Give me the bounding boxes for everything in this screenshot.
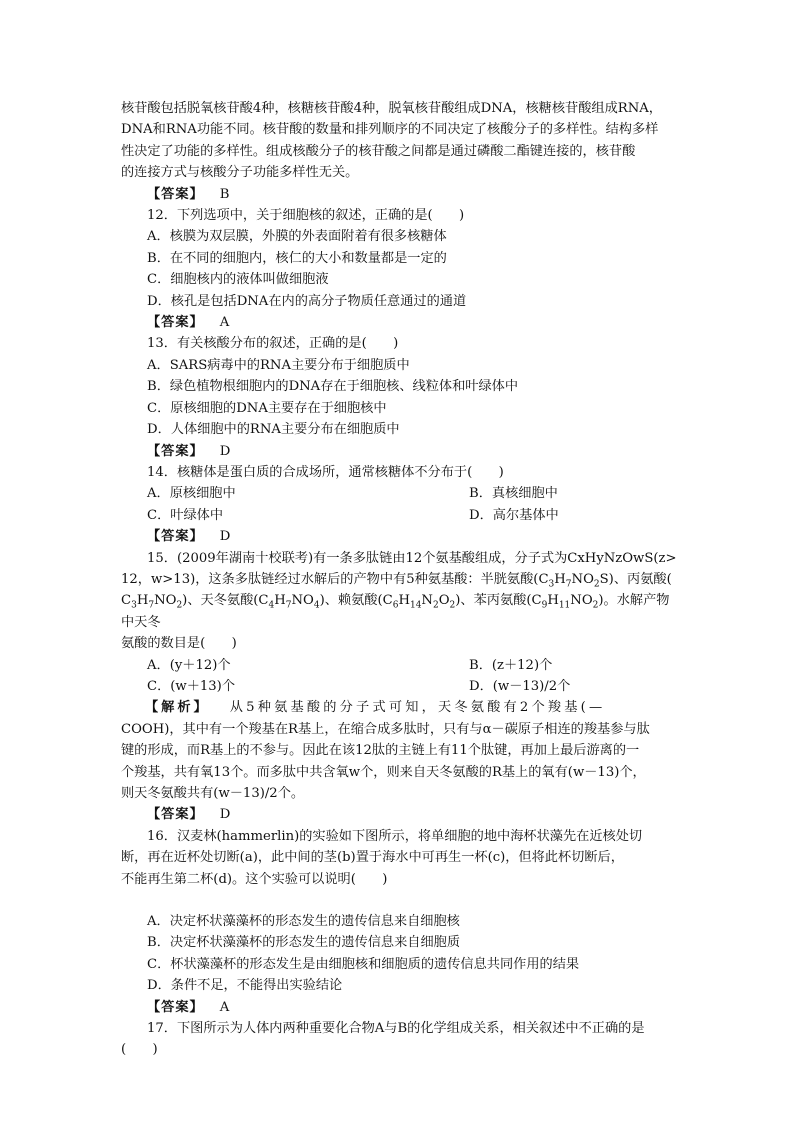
q17-stem-line2: ( ) — [121, 1042, 158, 1058]
q16-stem-line: 断，再在近杯处切断(a)，此中间的茎(b)置于海水中可再生一杯(c)，但将此杯切断后， — [121, 850, 624, 866]
q13-option-a: A．SARS病毒中的RNA主要分布于细胞质中 — [147, 357, 410, 373]
q15-stem-line2: 12，w>13)，这条多肽链经过水解后的产物中有5种氨基酸：半胱氨酸$(C_3H_7NO_2S)$、丙氨酸( — [121, 571, 672, 590]
q16-option-b: B．决定杯状藻藻杯的形态发生的遗传信息来自细胞质 — [147, 935, 461, 951]
formula-asp: $C_4H_7NO_4$ — [258, 593, 320, 611]
q12-option-c: C．细胞核内的液体叫做细胞液 — [147, 272, 329, 288]
q15-explain-line: COOH)，其中有一个羧基在R基上，在缩合成多肽时，只有与α－碳原子相连的羧基参与肽 — [121, 721, 650, 737]
answer-value: D — [219, 529, 231, 545]
q15-option-a: A．(y＋12)个 — [147, 657, 231, 673]
answer-value: D — [219, 807, 231, 823]
answer-tag: 【答案】 — [147, 807, 204, 823]
q14-options-row — [121, 505, 677, 526]
formula-lys: $C_6H_{14}N_2O_2$ — [382, 593, 456, 611]
answer-value: B — [219, 186, 230, 202]
q15-option-c: C．(w＋13)个 — [147, 678, 236, 694]
formula-ala: $C_3H_7NO_2$ — [121, 593, 183, 611]
answer-value: A — [219, 999, 230, 1015]
answer-tag: 【答案】 — [147, 315, 204, 331]
answer-tag: 【答案】 — [147, 186, 204, 202]
figure-gap — [121, 890, 677, 911]
intro-line: 的连接方式与核酸分子功能多样性无关。 — [121, 165, 359, 181]
q14-option-b: B．真核细胞中 — [469, 486, 558, 502]
answer-tag: 【答案】 — [147, 529, 204, 545]
q15-explain-line1 — [121, 697, 677, 718]
answer-tag: 【答案】 — [147, 443, 204, 459]
answer-q13 — [121, 441, 677, 462]
q15-stem-line4: 氨酸的数目是( ) — [121, 636, 237, 652]
intro-line: DNA和RNA功能不同。核苷酸的数量和排列顺序的不同决定了核酸分子的多样性。结构多样 — [121, 122, 659, 138]
intro-line: 性决定了功能的多样性。组成核酸分子的核苷酸之间都是通过磷酸二酯键连接的，核苷酸 — [121, 143, 636, 159]
q15-stem: 15．(2009年湖南十校联考)有一条多肽链由12个氨基酸组成，分子式为CxHyNzOwS(z> — [147, 550, 677, 566]
q12-option-a: A．核膜为双层膜，外膜的外表面附着有很多核糖体 — [147, 229, 447, 245]
document-page — [121, 98, 677, 1061]
q14-option-a: A．原核细胞中 — [147, 486, 236, 502]
q16-option-c: C．杯状藻藻杯的形态发生是由细胞核和细胞质的遗传信息共同作用的结果 — [147, 956, 580, 972]
q16-stem: 16．汉麦林(hammerlin)的实验如下图所示，将单细胞的地中海杯状藻先在近核处切 — [147, 828, 643, 844]
q15-options-row — [121, 676, 677, 697]
intro-line: 核苷酸包括脱氧核苷酸4种，核糖核苷酸4种，脱氧核苷酸组成DNA，核糖核苷酸组成RNA， — [121, 101, 662, 116]
q13-option-d: D．人体细胞中的RNA主要分布在细胞质中 — [147, 422, 400, 438]
q15-explain-line: 个羧基，共有氧13个。而多肽中共含氧w个，则来自天冬氨酸的R基上的氧有(w－13)个， — [121, 764, 646, 780]
answer-q14 — [121, 526, 677, 547]
q16-stem-line: 不能再生第二杯(d)。这个实验可以说明( ) — [121, 871, 388, 887]
answer-q15 — [121, 804, 677, 825]
q14-option-c: C．叶绿体中 — [147, 507, 224, 523]
q12-option-b: B．在不同的细胞内，核仁的大小和数量都是一定的 — [147, 250, 447, 266]
q14-options-row — [121, 483, 677, 504]
explain-text: 从5种氨基酸的分子式可知，天冬氨酸有2个羧基(— — [229, 700, 606, 716]
answer-q11 — [121, 184, 677, 205]
q15-stem-line3: $C_3H_7NO_2$)、天冬氨酸$(C_4H_7NO_4)$、赖氨酸$(C_6H_{14}N_2O_2)$、苯丙氨酸$(C_9H_{11}NO_2)$。水解产物中天冬 — [121, 593, 670, 630]
q16-option-d: D．条件不足，不能得出实验结论 — [147, 978, 343, 994]
q15-option-b: B．(z＋12)个 — [469, 657, 553, 673]
formula-cys: $C_3H_7NO_2S$ — [538, 571, 609, 590]
q12-option-d: D．核孔是包括DNA在内的高分子物质任意通过的通道 — [147, 293, 467, 309]
answer-value: D — [219, 443, 231, 459]
answer-tag: 【答案】 — [147, 999, 204, 1015]
q15-option-d: D．(w－13)/2个 — [469, 678, 571, 694]
q13-option-c: C．原核细胞的DNA主要存在于细胞核中 — [147, 400, 387, 416]
q15-explain-line: 键的形成，而R基上的不参与。因此在该12肽的主链上有11个肽键，再加上最后游离的一 — [121, 743, 640, 759]
q15-options-row — [121, 655, 677, 676]
q17-stem: 17．下图所示为人体内两种重要化合物A与B的化学组成关系，相关叙述中不正确的是 — [147, 1021, 645, 1037]
answer-q12 — [121, 312, 677, 333]
q14-stem: 14．核糖体是蛋白质的合成场所，通常核糖体不分布于( ) — [147, 464, 504, 480]
q12-stem: 12．下列选项中，关于细胞核的叙述，正确的是( ) — [147, 208, 465, 224]
explain-tag: 【解析】 — [145, 700, 210, 716]
q15-explain-line: 则天冬氨酸共有(w－13)/2个。 — [121, 786, 305, 801]
answer-value: A — [219, 315, 230, 331]
q16-option-a: A．决定杯状藻藻杯的形态发生的遗传信息来自细胞核 — [147, 914, 460, 930]
answer-q16 — [121, 997, 677, 1018]
q13-option-b: B．绿色植物根细胞内的DNA存在于细胞核、线粒体和叶绿体中 — [147, 379, 519, 395]
q13-stem: 13．有关核酸分布的叙述，正确的是( ) — [147, 336, 399, 352]
formula-phe: $C_9H_{11}NO_2$ — [531, 593, 599, 611]
q14-option-d: D．高尔基体中 — [469, 507, 559, 523]
